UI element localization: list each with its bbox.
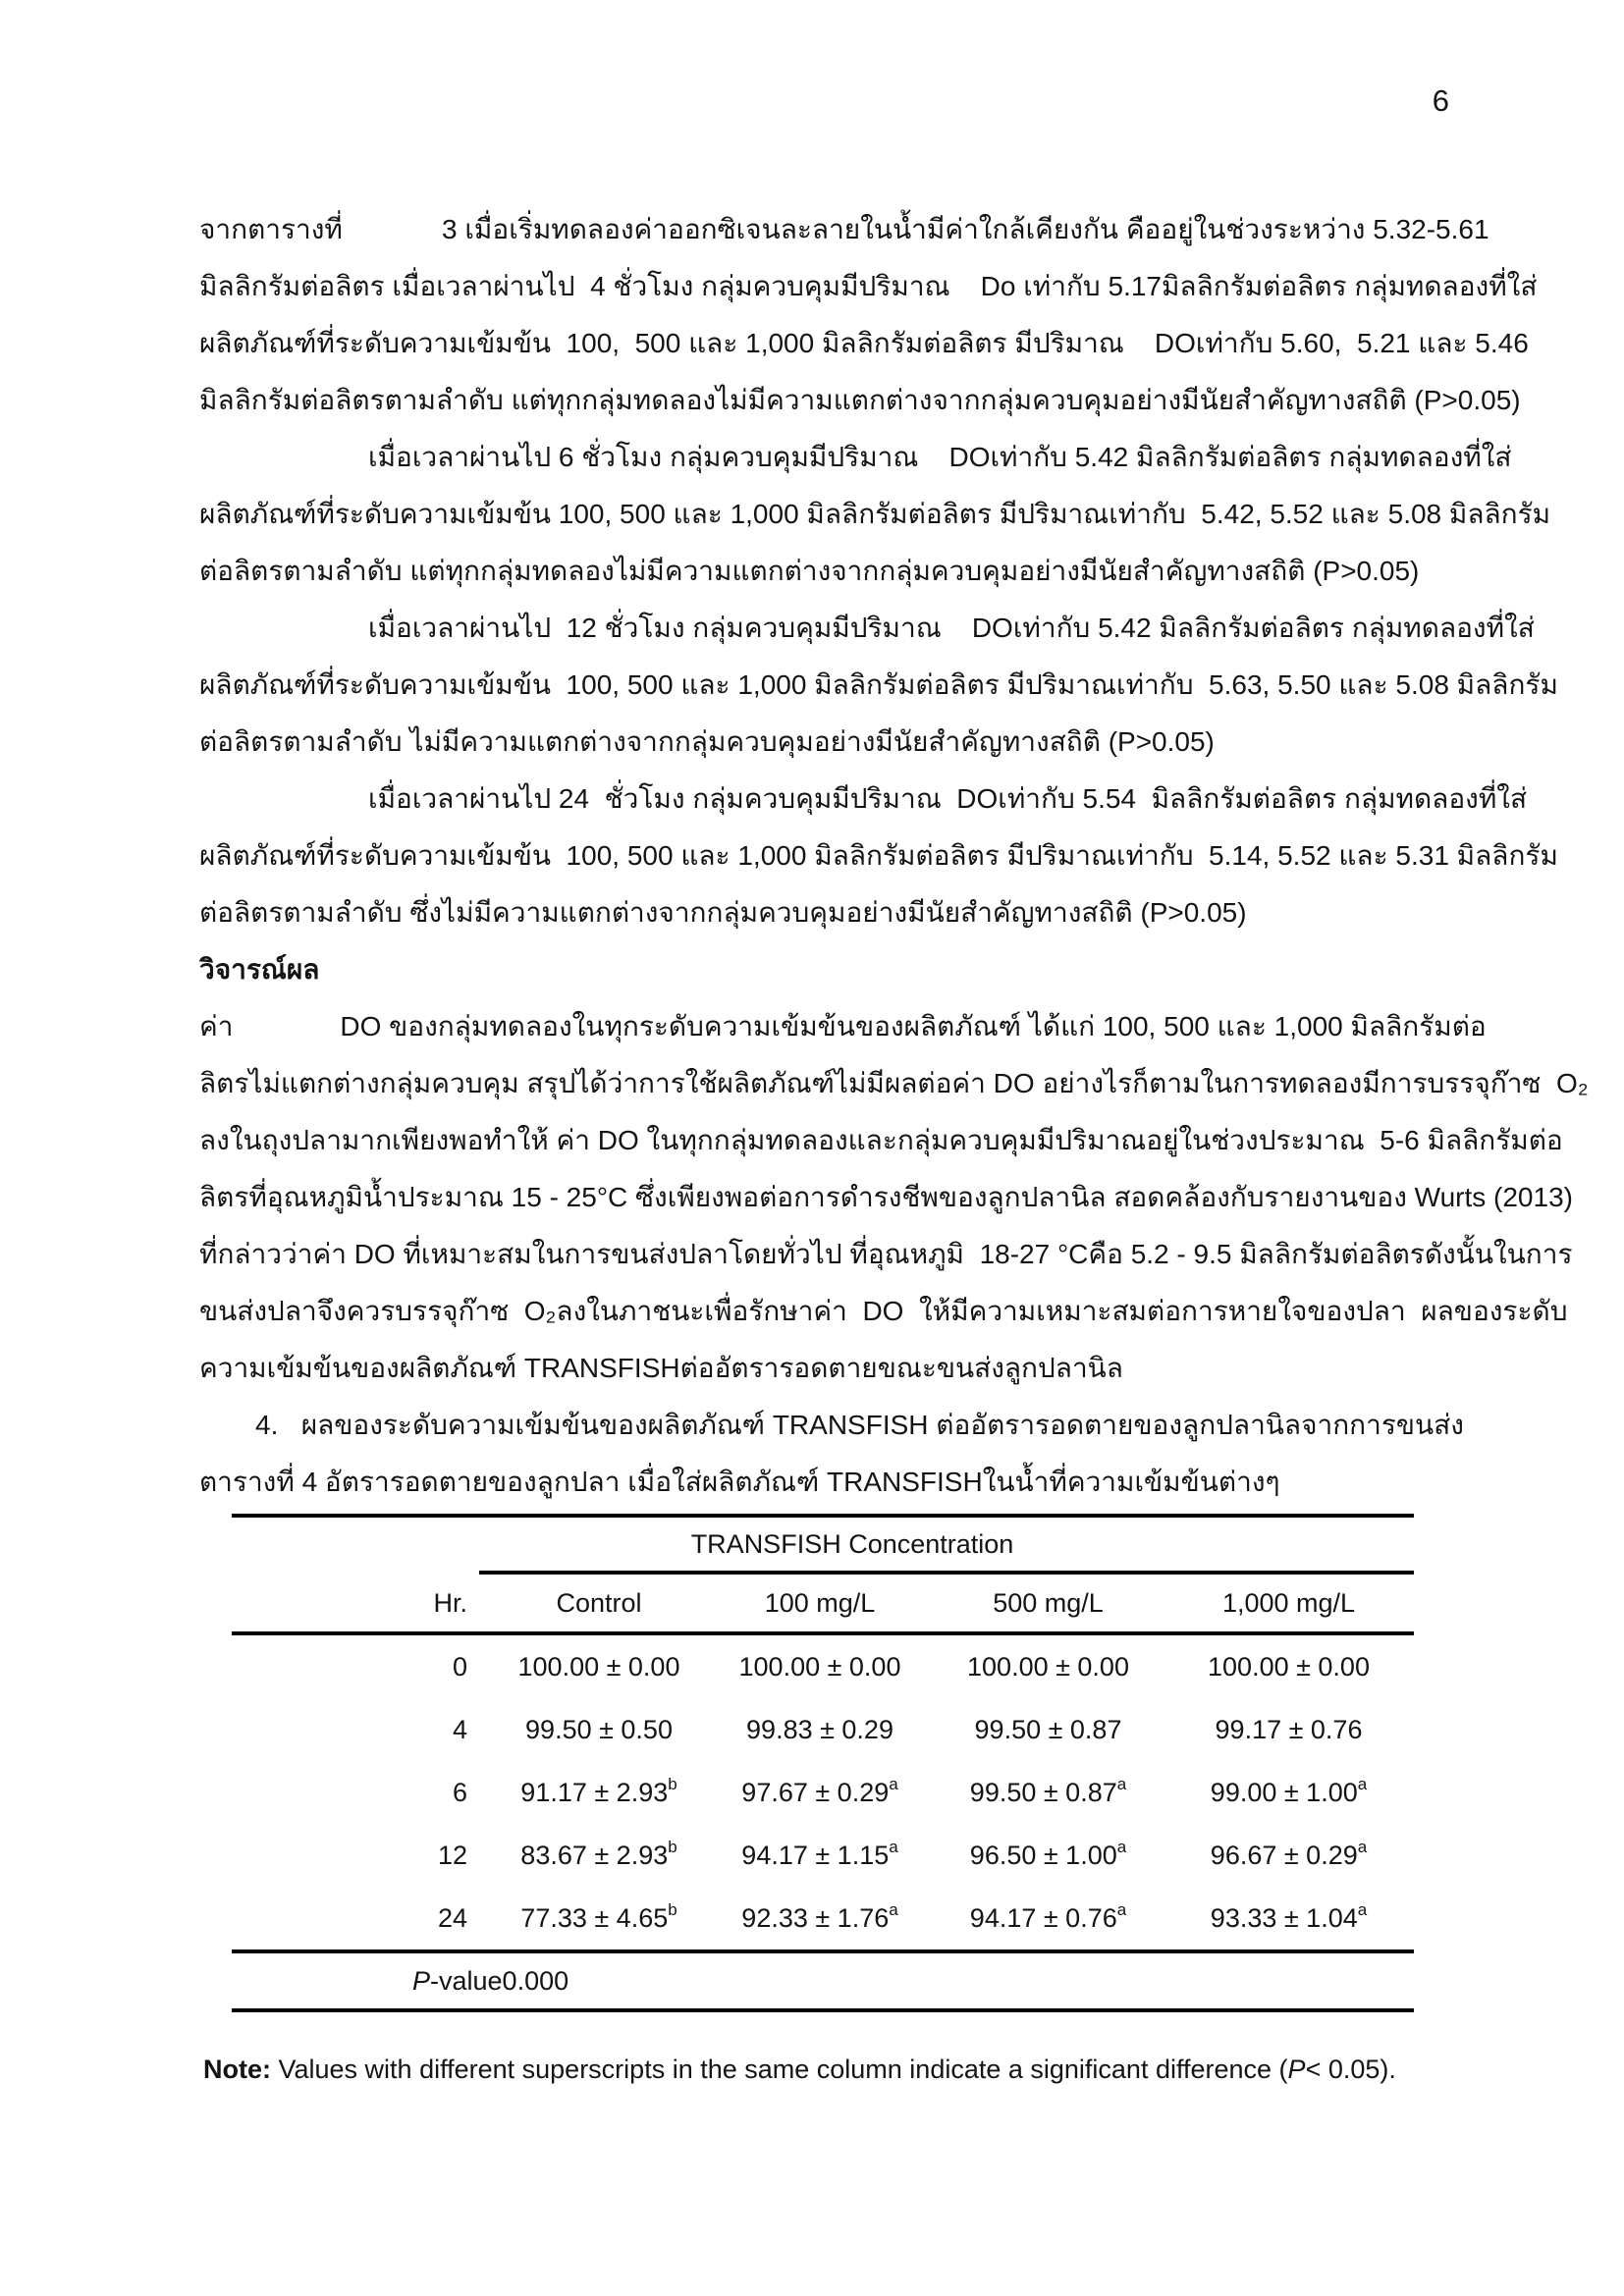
header-cell-1000: 1,000 mg/L [1221, 1587, 1356, 1618]
text-line: ต่อลิตรตามลำดับ ซึ่งไม่มีความแตกต่างจากกลุ่มควบคุมอย่างมีนัยสำคัญทางสถิติ (P>0.05) [199, 897, 1247, 928]
value-cell [707, 1715, 933, 1745]
text-line: ต่อลิตรตามลำดับ ไม่มีความแตกต่างจากกลุ่มควบคุมอย่างมีนัยสำคัญทางสถิติ (P>0.05) [199, 726, 1215, 757]
text-line: เมื่อเวลาผ่านไป 12 ชั่วโมง กลุ่มควบคุมมีปริมาณ DOเท่ากับ 5.42 มิลลิกรัมต่อลิตร กลุ่มทดลองที่ใส่ [368, 613, 1535, 643]
hr-cell: 12 [437, 1840, 467, 1870]
value-cell [491, 1652, 707, 1682]
text-line: มิลลิกรัมต่อลิตร เมื่อเวลาผ่านไป 4 ชั่วโมง กลุ่มควบคุมมีปริมาณ Do เท่ากับ 5.17มิลลิกรัมต่อลิตร กลุ่มทดลองที่ใส่ [199, 271, 1538, 301]
cell-value: 99.83 ± 0.29 [746, 1714, 893, 1744]
header-cell-control: Control [556, 1587, 642, 1618]
cell-superscript: a [889, 1900, 898, 1919]
cell-value: 99.00 ± 1.00 [1210, 1778, 1358, 1807]
cell-superscript: b [668, 1775, 677, 1793]
text-line: ที่กล่าวว่าค่า DO ที่เหมาะสมในการขนส่งปลาโดยทั่วไป ที่อุณหภูมิ 18-27 °Cคือ 5.2 - 9.5 มิลลิกรัมต่อลิตรดังนั้นในการ [199, 1239, 1573, 1269]
table-row [232, 1887, 1414, 1949]
p-value-row [232, 1953, 1414, 2008]
value-cell [1164, 1715, 1414, 1745]
table-row [232, 1824, 1414, 1887]
table-row [232, 1761, 1414, 1824]
cell-superscript: b [668, 1900, 677, 1919]
cell-value: 100.00 ± 0.00 [517, 1651, 680, 1682]
hr-cell: 4 [452, 1714, 467, 1744]
cell-value: 93.33 ± 1.04 [1210, 1903, 1358, 1933]
cell-value: 94.17 ± 1.15 [741, 1841, 890, 1870]
cell-superscript: a [1357, 1900, 1368, 1919]
value-cell [707, 1840, 933, 1871]
cell-superscript: a [1116, 1900, 1127, 1919]
text-line: ลิตรที่อุณหภูมิน้ำประมาณ 15 - 25°C ซึ่งเพียงพอต่อการดำรงชีพของลูกปลานิล สอดคล้องกับรายงานของ Wurts (2013) [199, 1182, 1573, 1212]
table-bottom-rule [232, 2008, 1414, 2012]
table-note [203, 2052, 1460, 2087]
cell-value: 97.67 ± 0.29 [741, 1778, 890, 1807]
results-table [232, 1514, 1414, 2012]
value-cell [491, 1902, 707, 1934]
page-number: 6 [1432, 83, 1449, 118]
cell-superscript: b [668, 1838, 677, 1856]
cell-value: 99.50 ± 0.87 [974, 1714, 1122, 1744]
hr-cell: 0 [452, 1651, 467, 1682]
text-line: เมื่อเวลาผ่านไป 24 ชั่วโมง กลุ่มควบคุมมีปริมาณ DOเท่ากับ 5.54 มิลลิกรัมต่อลิตร กลุ่มทดลองที่ใส่ [368, 783, 1528, 814]
note-text: Values with different superscripts in the same column indicate a significant difference ( [271, 2055, 1288, 2084]
value-cell [707, 1777, 933, 1808]
text-line: ผลิตภัณฑ์ที่ระดับความเข้มข้น 100, 500 และ 1,000 มิลลิกรัมต่อลิตร มีปริมาณเท่ากับ 5.63, 5.50 และ 5.08 มิลลิกรัม [199, 669, 1558, 700]
table-row [232, 1698, 1414, 1761]
cell-value: 91.17 ± 2.93 [520, 1778, 669, 1807]
cell-value: 99.50 ± 0.50 [525, 1714, 673, 1744]
value-cell [933, 1902, 1164, 1934]
cell-value: 100.00 ± 0.00 [1208, 1651, 1370, 1682]
table-spanner-row [232, 1518, 1414, 1571]
cell-superscript: a [1357, 1775, 1368, 1793]
header-cell-500: 500 mg/L [993, 1587, 1104, 1618]
text-line: ตารางที่ 4 อัตรารอดตายของลูกปลา เมื่อใส่ผลิตภัณฑ์ TRANSFISHในน้ำที่ความเข้มข้นต่างๆ [199, 1467, 1280, 1497]
table-body [232, 1635, 1414, 1949]
cell-superscript: a [1116, 1775, 1127, 1793]
cell-value: 96.67 ± 0.29 [1210, 1841, 1358, 1870]
value-cell [491, 1715, 707, 1745]
body-text [199, 201, 1589, 1511]
p-value-text: -value0.000 [430, 1966, 569, 1996]
cell-value: 99.50 ± 0.87 [969, 1778, 1117, 1807]
value-cell [933, 1715, 1164, 1745]
text-line: มิลลิกรัมต่อลิตรตามลำดับ แต่ทุกกลุ่มทดลองไม่มีความแตกต่างจากกลุ่มควบคุมอย่างมีนัยสำคัญทางสถิติ (P>0.05) [199, 385, 1521, 415]
p-value-symbol: P [412, 1966, 431, 1996]
text-line: ลงในถุงปลามากเพียงพอทำให้ ค่า DO ในทุกกลุ่มทดลองและกลุ่มควบคุมมีปริมาณอยู่ในช่วงประมาณ 5-6 มิลลิกรัมต่อ [199, 1125, 1563, 1155]
cell-superscript: a [1357, 1838, 1368, 1856]
text-line: ผลิตภัณฑ์ที่ระดับความเข้มข้น 100, 500 และ 1,000 มิลลิกรัมต่อลิตร มีปริมาณ DOเท่ากับ 5.60, 5.21 และ 5.46 [199, 328, 1529, 358]
value-cell [707, 1652, 933, 1682]
value-cell [1164, 1840, 1414, 1871]
cell-value: 94.17 ± 0.76 [969, 1903, 1117, 1933]
note-text-end: < 0.05). [1305, 2055, 1396, 2084]
value-cell [933, 1777, 1164, 1808]
text-line: จากตารางที่ 3 เมื่อเริ่มทดลองค่าออกซิเจนละลายในน้ำมีค่าใกล้เคียงกัน คืออยู่ในช่วงระหว่าง 5.32-5.61 [199, 214, 1489, 244]
value-cell [707, 1902, 933, 1934]
header-cell-100: 100 mg/L [764, 1587, 876, 1618]
cell-value: 83.67 ± 2.93 [520, 1841, 669, 1870]
value-cell [491, 1840, 707, 1871]
cell-value: 100.00 ± 0.00 [738, 1651, 901, 1682]
cell-superscript: a [889, 1838, 898, 1856]
cell-value: 77.33 ± 4.65 [520, 1903, 669, 1933]
header-cell-hr: Hr. [433, 1587, 467, 1618]
cell-value: 100.00 ± 0.00 [967, 1651, 1129, 1682]
note-p-symbol: P [1287, 2055, 1306, 2084]
text-line: ความเข้มข้นของผลิตภัณฑ์ TRANSFISHต่ออัตรารอดตายขณะขนส่งลูกปลานิล [199, 1353, 1123, 1383]
hr-cell: 24 [437, 1902, 467, 1933]
text-line: ต่อลิตรตามลำดับ แต่ทุกกลุ่มทดลองไม่มีความแตกต่างจากกลุ่มควบคุมอย่างมีนัยสำคัญทางสถิติ (P>0.05) [199, 556, 1420, 586]
text-line: เมื่อเวลาผ่านไป 6 ชั่วโมง กลุ่มควบคุมมีปริมาณ DOเท่ากับ 5.42 มิลลิกรัมต่อลิตร กลุ่มทดลองที่ใส่ [368, 442, 1512, 472]
value-cell [933, 1652, 1164, 1682]
text-line: ผลิตภัณฑ์ที่ระดับความเข้มข้น 100, 500 และ 1,000 มิลลิกรัมต่อลิตร มีปริมาณเท่ากับ 5.14, 5.52 และ 5.31 มิลลิกรัม [199, 840, 1558, 871]
cell-value: 96.50 ± 1.00 [969, 1841, 1117, 1870]
table-spanner-title: TRANSFISH Concentration [690, 1529, 1014, 1559]
text-line: ค่า DO ของกลุ่มทดลองในทุกระดับความเข้มข้นของผลิตภัณฑ์ ได้แก่ 100, 500 และ 1,000 มิลลิกรัมต่อ [199, 1011, 1487, 1041]
value-cell [1164, 1777, 1414, 1808]
text-line: 4. ผลของระดับความเข้มข้นของผลิตภัณฑ์ TRANSFISH ต่ออัตรารอดตายของลูกปลานิลจากการขนส่ง [255, 1410, 1464, 1440]
cell-value: 92.33 ± 1.76 [741, 1903, 890, 1933]
table-row [232, 1635, 1414, 1698]
table-header-row [232, 1575, 1414, 1631]
text-line: ผลิตภัณฑ์ที่ระดับความเข้มข้น 100, 500 และ 1,000 มิลลิกรัมต่อลิตร มีปริมาณเท่ากับ 5.42, 5.52 และ 5.08 มิลลิกรัม [199, 499, 1551, 529]
cell-superscript: a [889, 1775, 898, 1793]
cell-value: 99.17 ± 0.76 [1215, 1714, 1363, 1744]
value-cell [933, 1840, 1164, 1871]
hr-cell: 6 [452, 1777, 467, 1807]
section-heading: วิจารณ์ผล [199, 954, 320, 985]
note-label: Note: [203, 2055, 271, 2084]
value-cell [491, 1777, 707, 1808]
text-line: ลิตรไม่แตกต่างกลุ่มควบคุม สรุปได้ว่าการใช้ผลิตภัณฑ์ไม่มีผลต่อค่า DO อย่างไรก็ตามในการทดลองมีการบรรจุก๊าซ O₂ [199, 1068, 1589, 1098]
value-cell [1164, 1652, 1414, 1682]
cell-superscript: a [1116, 1838, 1127, 1856]
text-line: ขนส่งปลาจึงควรบรรจุก๊าซ O₂ลงในภาชนะเพื่อรักษาค่า DO ให้มีความเหมาะสมต่อการหายใจของปลา ผลของระดับ [199, 1296, 1568, 1326]
value-cell [1164, 1902, 1414, 1934]
